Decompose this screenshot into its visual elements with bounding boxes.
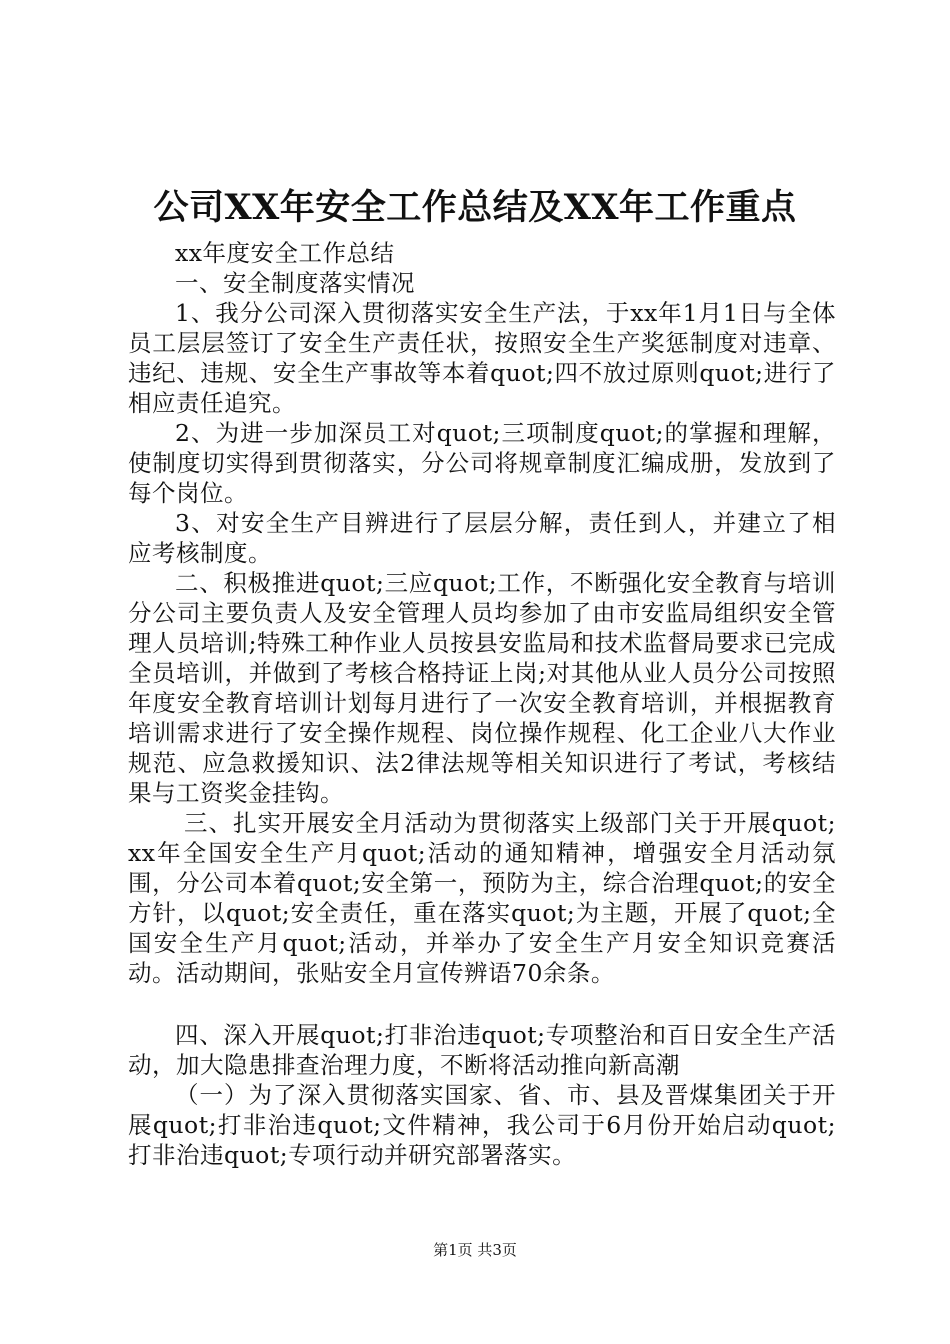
document-title: 公司XX年安全工作总结及XX年工作重点 <box>153 187 797 228</box>
document-body <box>128 238 836 1170</box>
paragraph-section-3: 三、扎实开展安全月活动为贯彻落实上级部门关于开展quot;xx年全国安全生产月quot;活动的通知精神，增强安全月活动氛围，分公司本着quot;安全第一，预防为主，综合治理quot;的安全方针，以quot;安全责任，重在落实quot;为主题，开展了quot;全国安全生产月quot;活动，并举办了安全生产月安全知识竞赛活动。活动期间，张贴安全月宣传辨语70余条。 <box>128 809 836 987</box>
paragraph-gap <box>128 988 836 1020</box>
paragraph-item-2: 2、为进一步加深员工对quot;三项制度quot;的掌握和理解，使制度切实得到贯彻落实，分公司将规章制度汇编成册，发放到了每个岗位。 <box>128 419 836 507</box>
paragraph-item-3: 3、对安全生产目辨进行了层层分解，责任到人，并建立了相应考核制度。 <box>128 509 836 567</box>
paragraph-section-1-heading: 一、安全制度落实情况 <box>175 269 415 297</box>
paragraph-section-2: 二、积极推进quot;三应quot;工作，不断强化安全教育与培训分公司主要负责人及安全管理人员均参加了由市安监局组织安全管理人员培训;特殊工种作业人员按县安监局和技术监督局要求已完成全员培训，并做到了考核合格持证上岗;对其他从业人员分公司按照年度安全教育培训计划每月进行了一次安全教育培训，并根据教育培训需求进行了安全操作规程、岗位操作规程、化工企业八大作业规范、应急救援知识、法2律法规等相关知识进行了考试，考核结果与工资奖金挂钩。 <box>128 569 836 807</box>
page-number-footer: 第1页 共3页 <box>433 1241 517 1259</box>
paragraph-subsection-1: （一）为了深入贯彻落实国家、省、市、县及晋煤集团关于开展quot;打非治违quot;文件精神，我公司于6月份开始启动quot;打非治违quot;专项行动并研究部署落实。 <box>128 1081 836 1169</box>
paragraph-item-1: 1、我分公司深入贯彻落实安全生产法，于xx年1月1日与全体员工层层签订了安全生产责任状，按照安全生产奖惩制度对违章、违纪、违规、安全生产事故等本着quot;四不放过原则quot;进行了相应责任追究。 <box>128 299 836 417</box>
paragraph-section-4: 四、深入开展quot;打非治违quot;专项整治和百日安全生产活动，加大隐患排查治理力度，不断将活动推向新高潮 <box>128 1021 836 1079</box>
paragraph-annual-summary-heading: xx年度安全工作总结 <box>175 239 395 267</box>
